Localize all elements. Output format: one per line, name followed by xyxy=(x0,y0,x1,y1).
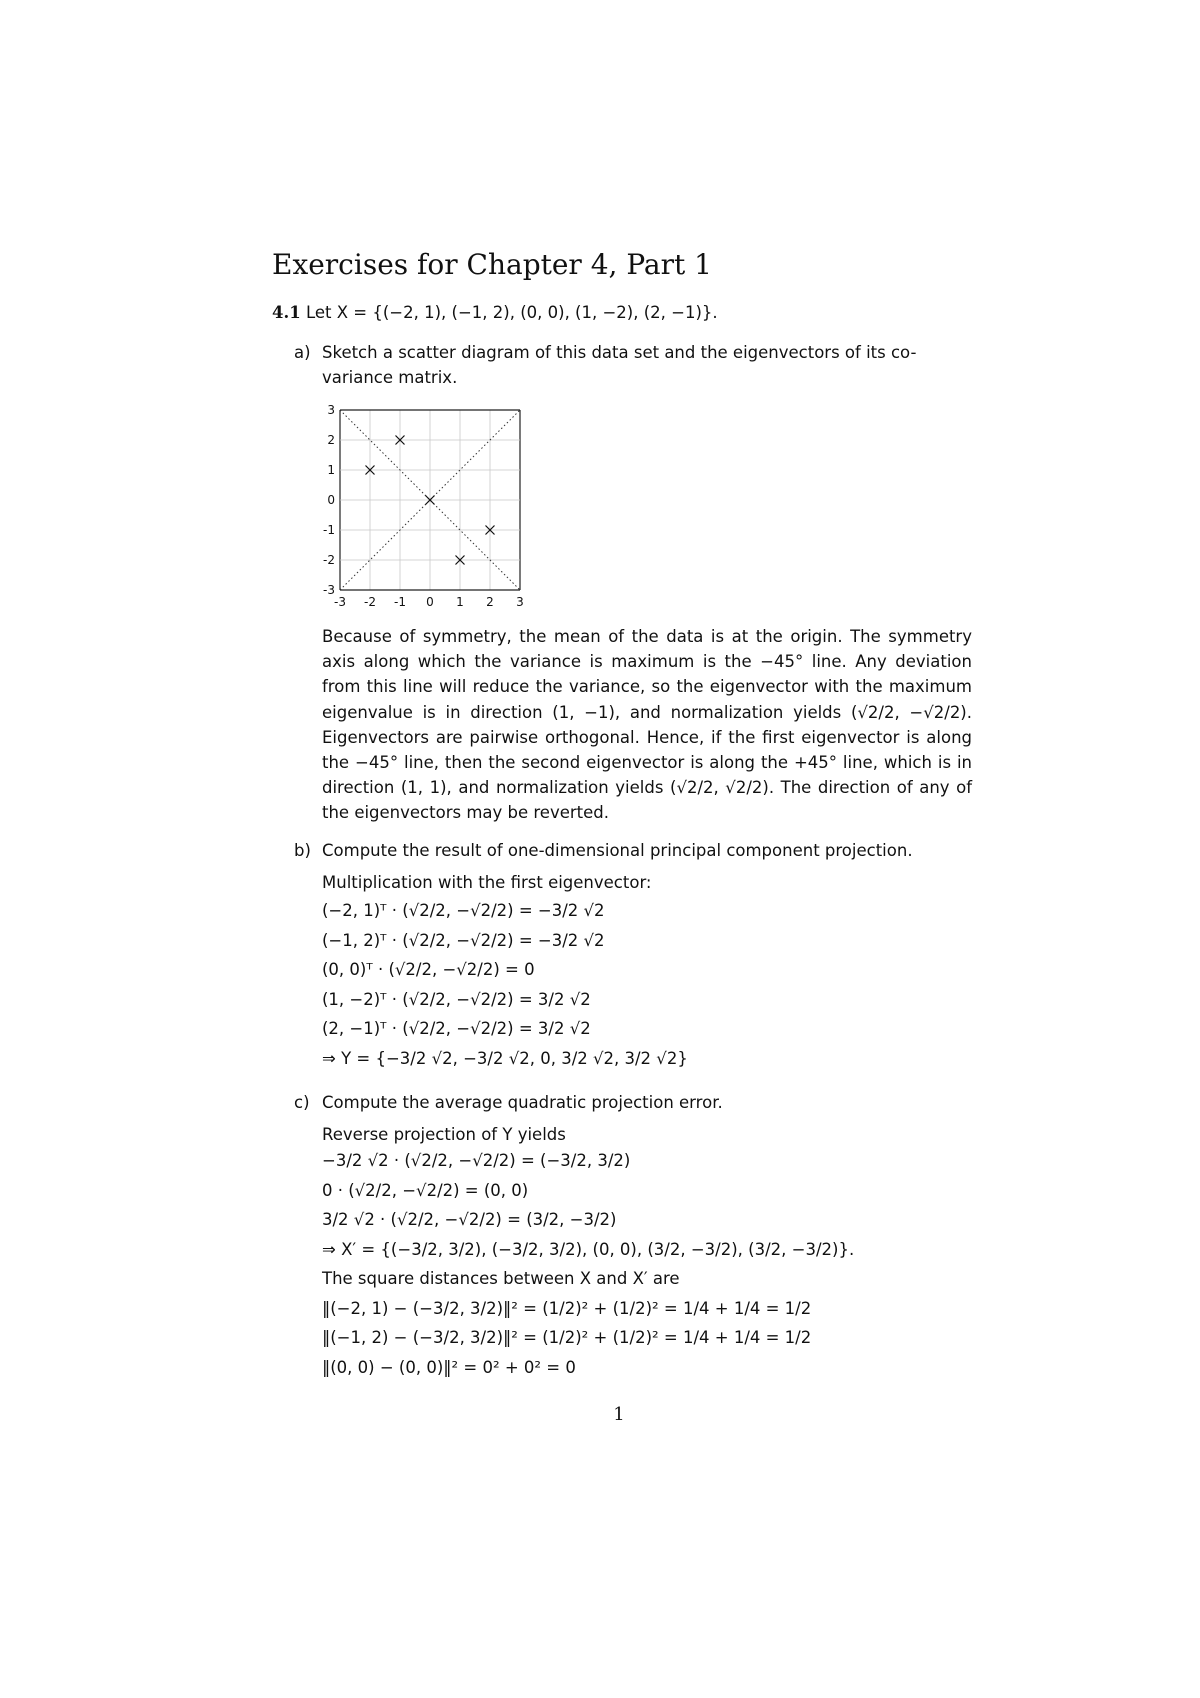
x-tick-label: 3 xyxy=(516,595,524,609)
part-b-derivation xyxy=(322,896,972,1073)
part-c-label: c) xyxy=(294,1093,310,1112)
derivation-line: −3/2 √2 · (√2/2, −√2/2) = (−3/2, 3/2) xyxy=(322,1151,631,1170)
derivation-result: ⇒ Y = {−3/2 √2, −3/2 √2, 0, 3/2 √2, 3/2 √2} xyxy=(322,1048,688,1068)
derivation-line: (−2, 1)ᵀ · (√2/2, −√2/2) = −3/2 √2 xyxy=(322,901,605,920)
part-b-label: b) xyxy=(294,841,311,860)
part-c-intro: Reverse projection of Y yields xyxy=(322,1125,566,1144)
part-b-intro: Multiplication with the first eigenvector: xyxy=(322,873,652,892)
x-tick-label: -2 xyxy=(364,595,376,609)
part-a-question-line-2: variance matrix. xyxy=(322,368,458,387)
scatter-chart xyxy=(318,400,528,610)
y-tick-label: -1 xyxy=(323,523,335,537)
part-c-derivation xyxy=(322,1146,972,1382)
x-tick-label: 2 xyxy=(486,595,494,609)
page-number: 1 xyxy=(613,1404,625,1425)
y-tick-label: 2 xyxy=(327,433,335,447)
part-b-question: Compute the result of one-dimensional principal component projection. xyxy=(322,841,913,860)
exercise-number: 4.1 xyxy=(272,303,301,322)
derivation-result: ⇒ X′ = {(−3/2, 3/2), (−3/2, 3/2), (0, 0), (3/2, −3/2), (3/2, −3/2)}. xyxy=(322,1239,855,1259)
x-tick-label: -3 xyxy=(334,595,346,609)
x-tick-label: -1 xyxy=(394,595,406,609)
exercise-statement xyxy=(272,300,718,325)
part-a-answer: Because of symmetry, the mean of the data is at the origin. The symmetry axis along which the variance is maximum is the −45° line. Any deviation from this line will reduce the variance, so the eigenvector with the maximum eigenvalue is in direction (1, −1), and normalization yields (√2/2, −√2/2). Eigenvectors are pairwise orthogonal. Hence, if the first eigenvector is along the −45° line, then the second eigenvector is along the +45° line, which is in direction (1, 1), and normalization yields (√2/2, √2/2). The direction of any of the eigenvectors may be reverted. xyxy=(322,627,972,823)
derivation-line: ‖(0, 0) − (0, 0)‖² = 0² + 0² = 0 xyxy=(322,1357,576,1377)
derivation-line: 3/2 √2 · (√2/2, −√2/2) = (3/2, −3/2) xyxy=(322,1210,617,1229)
part-a-label: a) xyxy=(294,343,311,362)
derivation-line: (0, 0)ᵀ · (√2/2, −√2/2) = 0 xyxy=(322,960,535,979)
derivation-line: 0 · (√2/2, −√2/2) = (0, 0) xyxy=(322,1180,529,1200)
x-tick-label: 0 xyxy=(426,595,434,609)
y-tick-label: -3 xyxy=(323,583,335,597)
derivation-line: ‖(−2, 1) − (−3/2, 3/2)‖² = (1/2)² + (1/2)² = 1/4 + 1/4 = 1/2 xyxy=(322,1298,812,1318)
tick-labels xyxy=(323,403,524,609)
page-title: Exercises for Chapter 4, Part 1 xyxy=(272,248,712,281)
derivation-line: (−1, 2)ᵀ · (√2/2, −√2/2) = −3/2 √2 xyxy=(322,930,605,950)
derivation-text: The square distances between X and X′ are xyxy=(322,1269,680,1288)
part-a-question-line-1: Sketch a scatter diagram of this data set and the eigenvectors of its co- xyxy=(322,343,917,362)
y-tick-label: 0 xyxy=(327,493,335,507)
part-c-question: Compute the average quadratic projection error. xyxy=(322,1093,723,1112)
x-tick-label: 1 xyxy=(456,595,464,609)
y-tick-label: -2 xyxy=(323,553,335,567)
derivation-line: (1, −2)ᵀ · (√2/2, −√2/2) = 3/2 √2 xyxy=(322,989,591,1009)
derivation-line: ‖(−1, 2) − (−3/2, 3/2)‖² = (1/2)² + (1/2)² = 1/4 + 1/4 = 1/2 xyxy=(322,1328,812,1347)
y-tick-label: 3 xyxy=(327,403,335,417)
exercise-text: Let X = {(−2, 1), (−1, 2), (0, 0), (1, −2), (2, −1)}. xyxy=(305,303,718,322)
derivation-line: (2, −1)ᵀ · (√2/2, −√2/2) = 3/2 √2 xyxy=(322,1019,591,1038)
y-tick-label: 1 xyxy=(327,463,335,477)
